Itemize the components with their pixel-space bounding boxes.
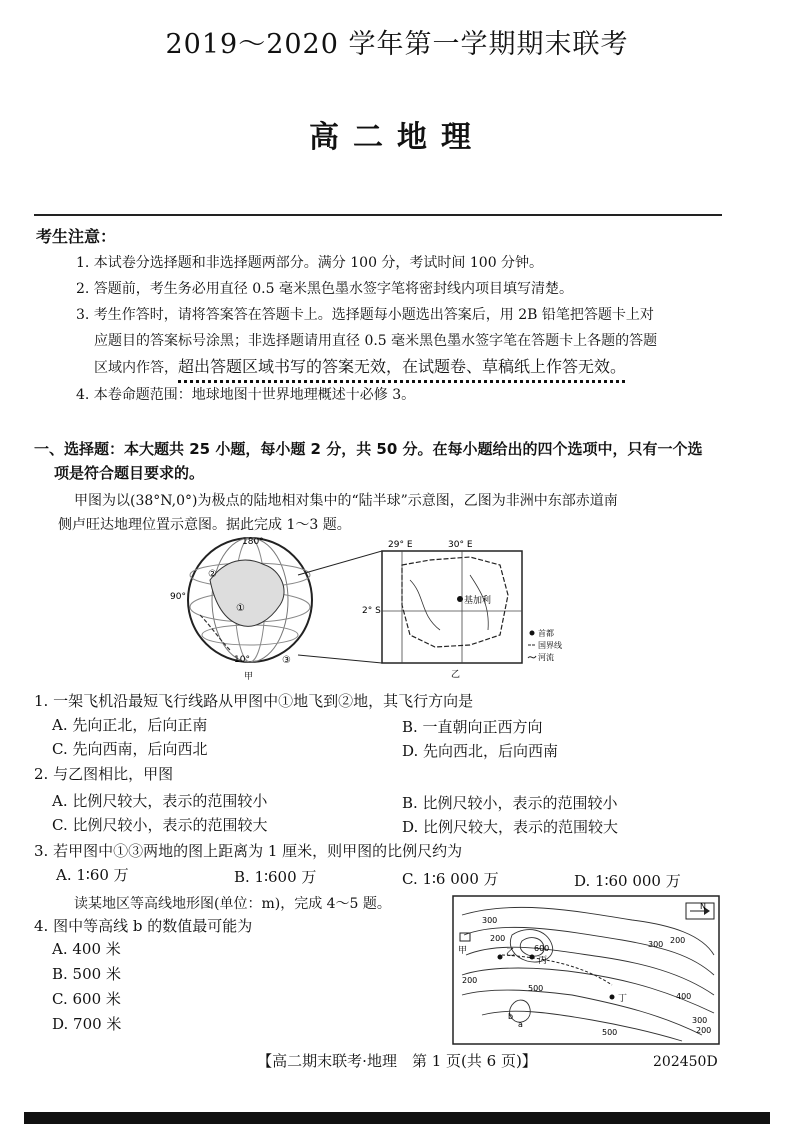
legend-capital: 首都	[538, 629, 554, 638]
notice-emphasis: 超出答题区域书写的答案无效，在试题卷、草稿纸上作答无效。	[178, 357, 627, 376]
section-1-line-1: 一、选择题：本大题共 25 小题，每小题 2 分，共 50 分。在每小题给出的四个选项中，只有一个选	[34, 440, 703, 458]
contour-300-b: 300	[648, 940, 664, 949]
notice-heading: 考生注意：	[36, 227, 117, 246]
notice-line-5-text: 区域内作答，	[94, 360, 178, 376]
question-4-option-b: B. 500 米	[52, 965, 121, 983]
legend-river: 河流	[538, 653, 554, 662]
yi-caption: 乙	[451, 670, 461, 680]
notice-line-1: 1. 本试卷分选择题和非选择题两部分。满分 100 分，考试时间 100 分钟。	[76, 255, 544, 271]
legend-border: 国界线	[538, 641, 562, 650]
contour-label-a: a	[518, 1020, 523, 1029]
yi-lat: 2° S	[362, 606, 381, 616]
question-4-option-c: C. 600 米	[52, 990, 121, 1008]
question-2-option-c: C. 比例尺较小，表示的范围较大	[52, 816, 268, 834]
jia-label-90: 90°	[170, 592, 186, 602]
point-bing: 丙	[538, 956, 548, 966]
question-2-option-d: D. 比例尺较大，表示的范围较大	[402, 818, 619, 836]
notice-line-3: 3. 考生作答时，请将答案答在答题卡上。选择题每小题选出答案后，用 2B 铅笔把答题卡上对	[76, 307, 654, 323]
question-3-option-d: D. 1∶60 000 万	[574, 872, 681, 890]
contour-600: 600	[534, 944, 550, 953]
notice-line-4: 应题目的答案标号涂黑；非选择题请用直径 0.5 毫米黑色墨水签字笔在答题卡上各题的答题	[94, 333, 658, 349]
section-1-line-2: 项是符合题目要求的。	[54, 464, 205, 482]
question-3-option-c: C. 1∶6 000 万	[402, 870, 499, 888]
exam-title: 2019～2020 学年第一学期期末联考	[165, 29, 629, 60]
contour-label-b: b	[508, 1012, 514, 1021]
question-2-option-b: B. 比例尺较小，表示的范围较小	[402, 794, 618, 812]
figure-jia-globe	[170, 537, 312, 682]
question-1-option-c: C. 先向西南，后向西北	[52, 740, 208, 758]
point-jia: 甲	[458, 946, 468, 956]
jia-label-1: ①	[236, 603, 245, 614]
question-2-stem: 2. 与乙图相比，甲图	[34, 765, 174, 783]
jia-caption: 甲	[244, 672, 254, 682]
question-2-option-a: A. 比例尺较大，表示的范围较小	[52, 792, 268, 810]
question-1-option-d: D. 先向西北，后向西南	[402, 742, 559, 760]
intro-1-line-2: 侧卢旺达地理位置示意图。据此完成 1～3 题。	[58, 517, 351, 533]
question-1-option-b: B. 一直朝向正西方向	[402, 718, 543, 736]
contour-200-c: 200	[462, 976, 478, 985]
intro-1-line-1: 甲图为以(38°N,0°)为极点的陆地相对集中的“陆半球”示意图，乙图为非洲中东部赤道南	[74, 493, 618, 509]
contour-200-b: 200	[670, 936, 686, 945]
page-footer: 【高二期末联考·地理 第 1 页(共 6 页)】	[257, 1052, 537, 1070]
question-3-option-a: A. 1∶60 万	[56, 866, 129, 884]
header-divider	[34, 214, 722, 216]
question-4-option-a: A. 400 米	[52, 940, 121, 958]
contour-500-b: 500	[602, 1028, 618, 1037]
contour-400: 400	[676, 992, 692, 1001]
jia-label-10: 10°	[234, 655, 250, 665]
figure-2-contour-map	[452, 895, 722, 1047]
contour-500-a: 500	[528, 984, 544, 993]
question-3-stem: 3. 若甲图中①③两地的图上距离为 1 厘米，则甲图的比例尺约为	[34, 842, 463, 860]
page-bottom-bar	[24, 1112, 770, 1124]
point-ding: 丁	[618, 994, 628, 1004]
notice-line-2: 2. 答题前，考生务必用直径 0.5 毫米黑色墨水签字笔将密封线内项目填写清楚。	[76, 281, 573, 297]
jia-label-3: ③	[282, 655, 291, 666]
point-yi: 乙	[506, 948, 516, 958]
yi-lon-2: 30° E	[448, 540, 473, 550]
question-1-stem: 1. 一架飞机沿最短飞行线路从甲图中①地飞到②地，其飞行方向是	[34, 692, 474, 710]
question-4-option-d: D. 700 米	[52, 1015, 122, 1033]
jia-label-180: 180°	[242, 537, 264, 547]
question-1-option-a: A. 先向正北，后向正南	[52, 716, 208, 734]
jia-label-2: ②	[208, 569, 217, 580]
yi-city: 基加利	[464, 596, 492, 606]
figure-yi-map	[362, 540, 562, 680]
notice-line-6: 4. 本卷命题范围：地球地图十世界地理概述十必修 3。	[76, 387, 416, 403]
contour-200-a: 200	[490, 934, 506, 943]
contour-200-d: 200	[696, 1026, 712, 1035]
notice-line-5	[94, 352, 626, 383]
question-4-stem: 4. 图中等高线 b 的数值最可能为	[34, 917, 253, 935]
intro-2: 读某地区等高线地形图(单位：m)，完成 4～5 题。	[74, 896, 391, 912]
north-arrow-label: N	[700, 902, 706, 911]
question-3-option-b: B. 1∶600 万	[234, 868, 317, 886]
subject-title: 高二地理	[309, 120, 485, 155]
exam-code: 202450D	[653, 1054, 718, 1070]
contour-300-a: 300	[482, 916, 498, 925]
contour-300-c: 300	[692, 1016, 708, 1025]
yi-lon-1: 29° E	[388, 540, 413, 550]
figure-1	[170, 535, 590, 685]
